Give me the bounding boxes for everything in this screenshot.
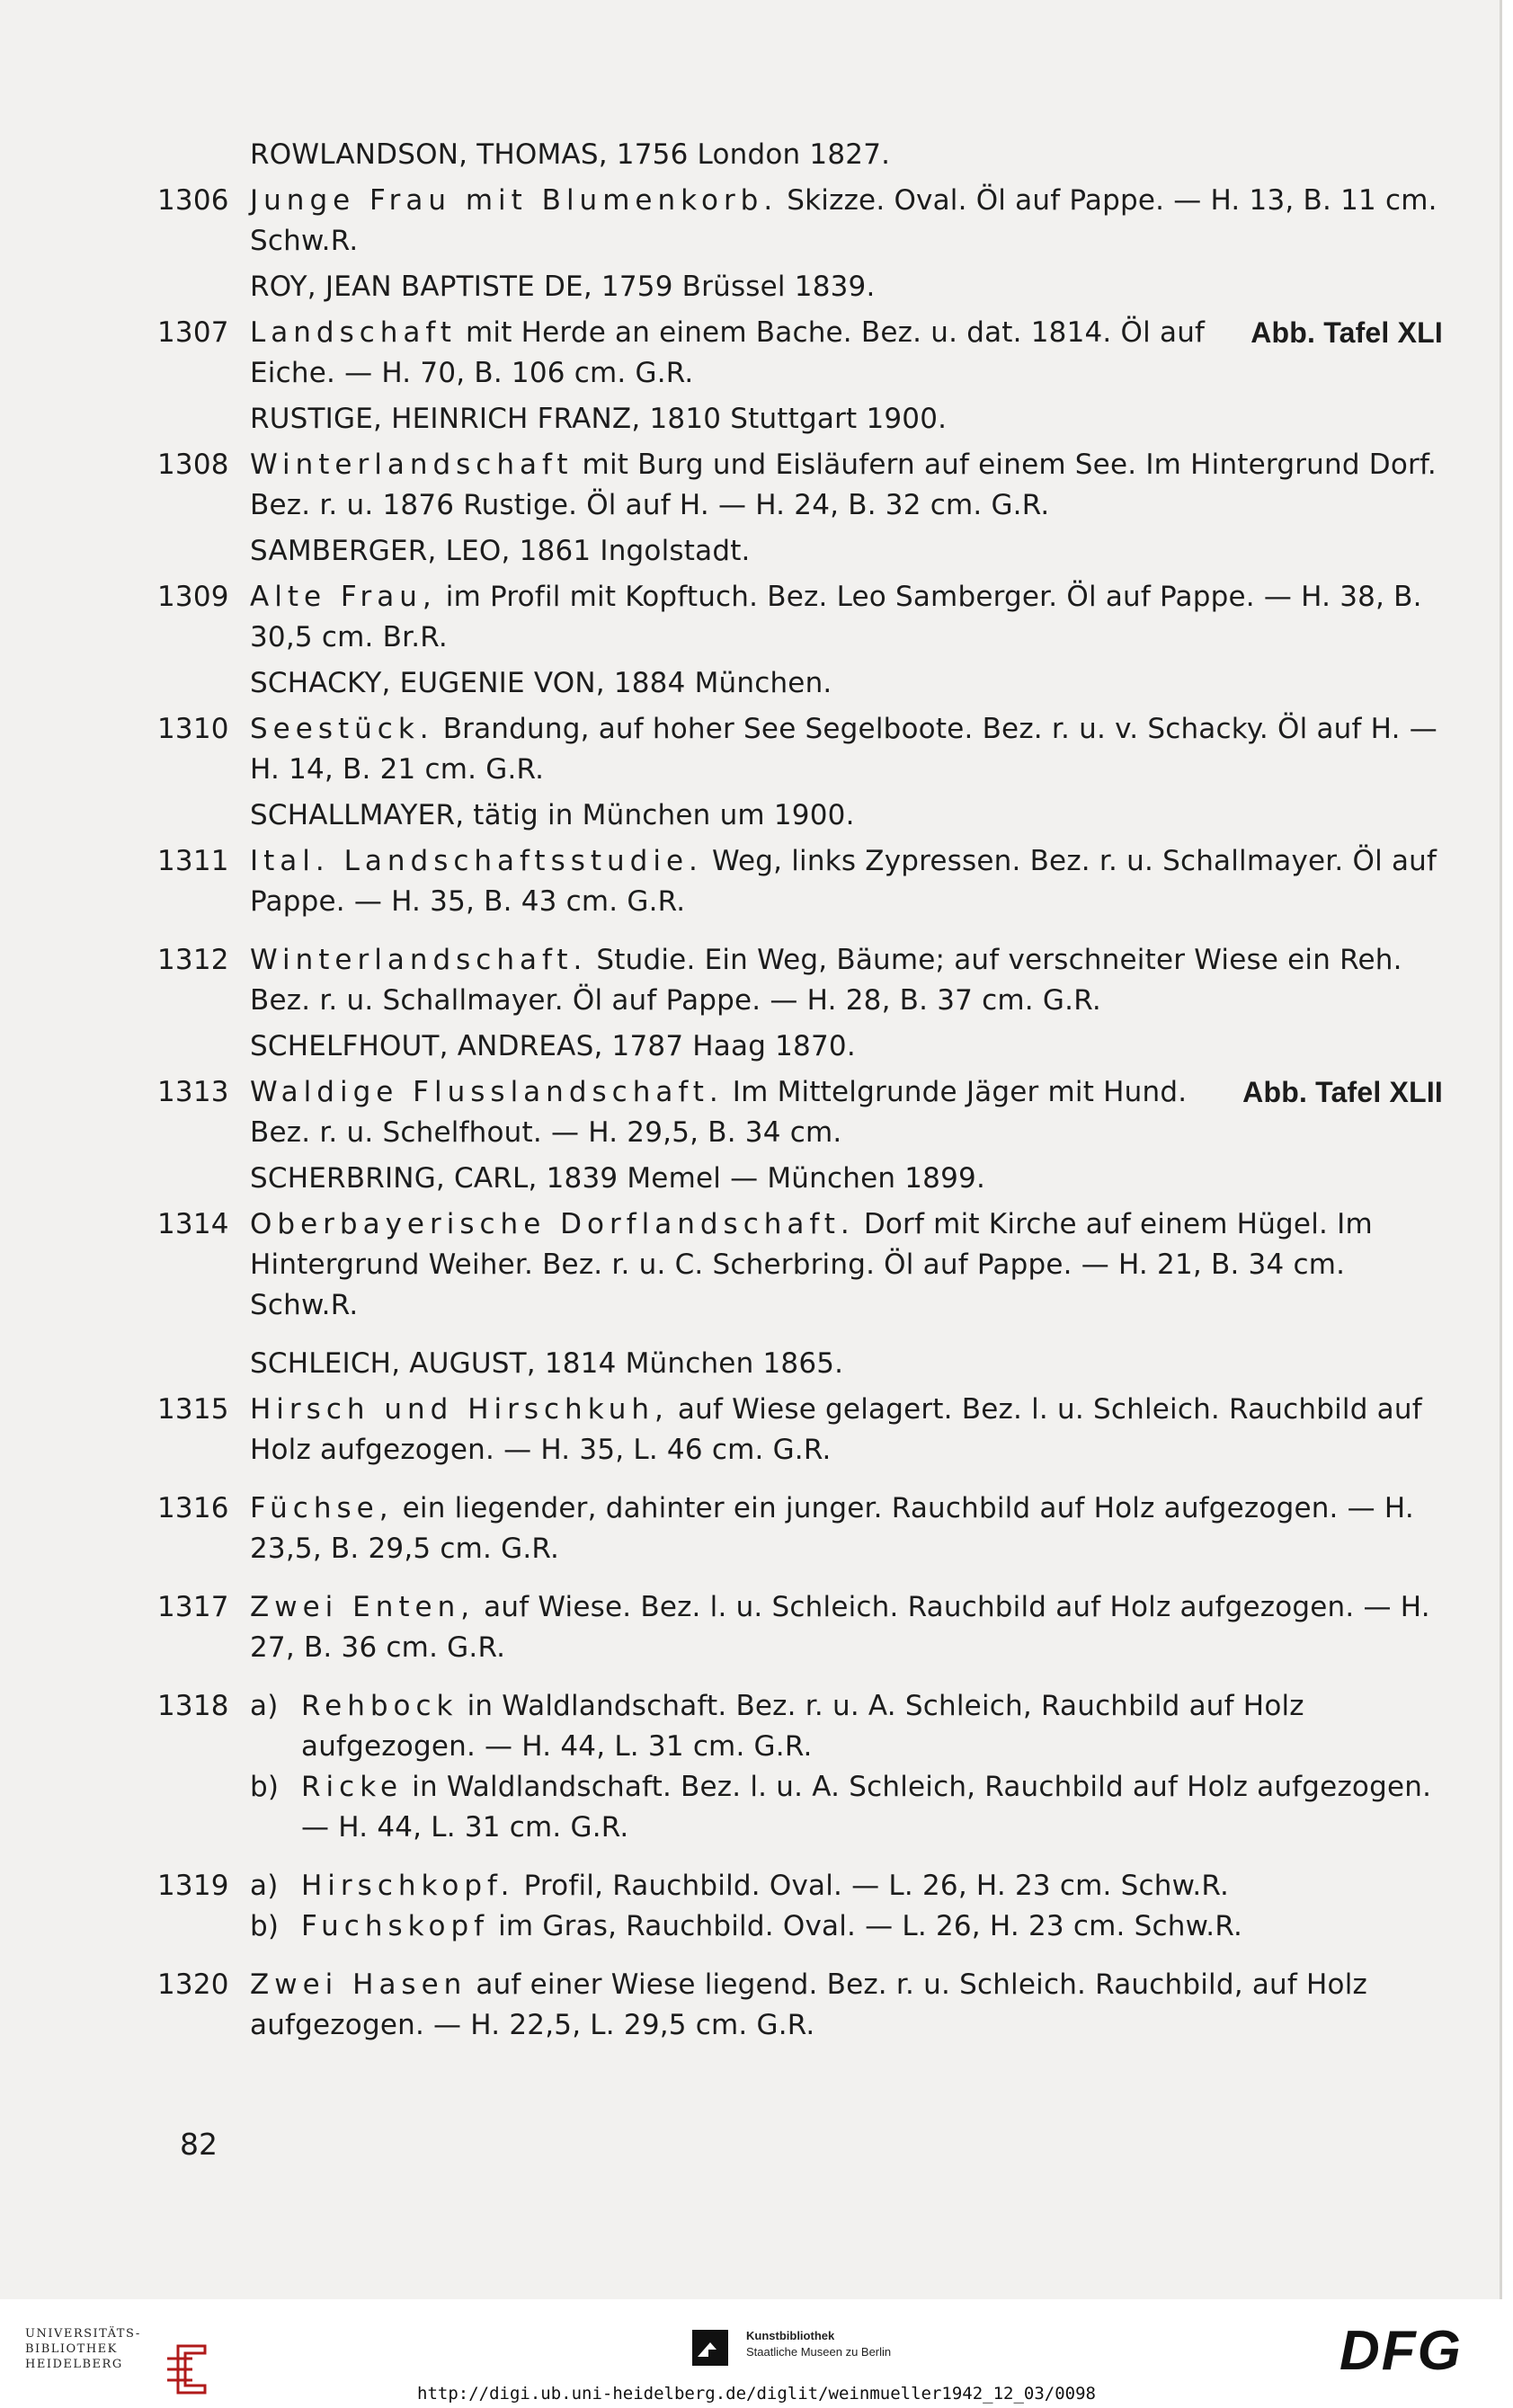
lot-description: mit Burg und Eisläufern auf einem See. Im Hintergrund Dorf. Bez. r. u. 1876 Rustige. Öl auf H. — H. 24, B. 32 cm. G.R.	[250, 449, 1437, 521]
artist-heading: SCHALLMAYER, tätig in München um 1900.	[250, 799, 855, 831]
entry-spacer	[157, 1575, 1443, 1587]
lot-title: Landschaft	[250, 316, 457, 349]
lot-number: 1312	[157, 944, 229, 976]
lot-entry	[157, 181, 1443, 262]
lot-entry	[157, 1488, 1443, 1569]
lot-description: auf einer Wiese liegend. Bez. r. u. Schleich. Rauchbild, auf Holz aufgezogen. — H. 22,5, L. 29,5 cm. G.R.	[250, 1968, 1368, 2041]
sub-lot	[250, 1866, 1443, 1906]
lot-title: Waldige Flusslandschaft.	[250, 1076, 724, 1108]
lot-entry	[157, 1686, 1443, 1848]
entry-spacer	[157, 1674, 1443, 1686]
lot-title: Seestück.	[250, 713, 434, 745]
plate-reference: Abb. Tafel XLII	[1242, 1076, 1443, 1108]
lot-entry	[157, 841, 1443, 922]
lot-entry	[157, 1390, 1443, 1471]
lot-description: Brandung, auf hoher See Segelboote. Bez. r. u. v. Schacky. Öl auf H. — H. 14, B. 21 cm. G.R.	[250, 713, 1437, 786]
lot-entry	[157, 313, 1443, 394]
lot-title: Junge Frau mit Blumenkorb.	[250, 184, 779, 217]
artist-heading: SCHACKY, EUGENIE VON, 1884 München.	[250, 667, 832, 699]
lot-title: Ricke	[301, 1771, 404, 1803]
artist-heading: ROWLANDSON, THOMAS, 1756 London 1827.	[250, 138, 891, 171]
kunstbibliothek-text	[746, 2328, 891, 2360]
lot-description: Dorf mit Kirche auf einem Hügel. Im Hintergrund Weiher. Bez. r. u. C. Scherbring. Öl auf Pappe. — H. 21, B. 34 cm. Schw.R.	[250, 1208, 1373, 1321]
lot-title: Hirsch und Hirschkuh,	[250, 1393, 669, 1426]
lot-entry	[157, 1072, 1443, 1153]
lot-title: Winterlandschaft.	[250, 944, 588, 976]
entry-spacer	[157, 1476, 1443, 1488]
lot-title: Winterlandschaft	[250, 449, 574, 481]
lot-description: Skizze. Oval. Öl auf Pappe. — H. 13, B. 11 cm. Schw.R.	[250, 184, 1437, 257]
lot-entry	[157, 940, 1443, 1021]
page-number: 82	[180, 2127, 218, 2162]
lot-description: auf Wiese gelagert. Bez. l. u. Schleich. Rauchbild auf Holz aufgezogen. — H. 35, L. 46 cm. G.R.	[250, 1393, 1422, 1466]
lot-description: auf Wiese. Bez. l. u. Schleich. Rauchbild auf Holz aufgezogen. — H. 27, B. 36 cm. G.R.	[250, 1591, 1430, 1664]
entry-spacer	[157, 1952, 1443, 1965]
lot-entry	[157, 709, 1443, 790]
lot-number: 1306	[157, 184, 229, 217]
lot-title: Zwei Hasen	[250, 1968, 467, 2001]
lot-description: Im Mittelgrunde Jäger mit Hund. Bez. r. u. Schelfhout. — H. 29,5, B. 34 cm.	[250, 1076, 1188, 1149]
lot-number: 1316	[157, 1492, 229, 1524]
kunstbibliothek-subtitle: Staatliche Museen zu Berlin	[746, 2345, 892, 2359]
artist-heading: RUSTIGE, HEINRICH FRANZ, 1810 Stuttgart 1900.	[250, 403, 948, 435]
lot-entry	[157, 1587, 1443, 1668]
plate-reference: Abb. Tafel XLI	[1250, 316, 1443, 349]
sub-lot	[250, 1686, 1443, 1767]
lot-number: 1311	[157, 845, 229, 877]
lot-entry	[157, 577, 1443, 658]
entry-spacer	[157, 928, 1443, 940]
lot-entry	[157, 1204, 1443, 1326]
lot-description: mit Herde an einem Bache. Bez. u. dat. 1814. Öl auf Eiche. — H. 70, B. 106 cm. G.R.	[250, 316, 1206, 389]
artist-heading: SCHLEICH, AUGUST, 1814 München 1865.	[250, 1347, 844, 1380]
lot-entry	[157, 445, 1443, 526]
permalink-url[interactable]: http://digi.ub.uni-heidelberg.de/diglit/weinmueller1942_12_03/0098	[417, 2384, 1096, 2404]
lot-title: Rehbock	[301, 1690, 458, 1722]
university-line: HEIDELBERG	[25, 2358, 123, 2371]
artist-heading: SAMBERGER, LEO, 1861 Ingolstadt.	[250, 535, 751, 567]
lot-number: 1317	[157, 1591, 229, 1623]
page-footer	[0, 2299, 1513, 2408]
lot-number: 1313	[157, 1076, 229, 1108]
artist-heading: SCHELFHOUT, ANDREAS, 1787 Haag 1870.	[250, 1030, 856, 1062]
kunstbibliothek-emblem-icon	[692, 2330, 728, 2366]
lot-title: Füchse,	[250, 1492, 394, 1524]
lot-description: Studie. Ein Weg, Bäume; auf verschneiter Wiese ein Reh. Bez. r. u. Schallmayer. Öl auf Pappe. — H. 28, B. 37 cm. G.R.	[250, 944, 1402, 1017]
lot-description: im Gras, Rauchbild. Oval. — L. 26, H. 23 cm. Schw.R.	[489, 1910, 1243, 1942]
artist-heading: SCHERBRING, CARL, 1839 Memel — München 1899.	[250, 1162, 986, 1195]
lot-number: 1308	[157, 449, 229, 481]
sub-lot-label: b)	[250, 1910, 280, 1942]
lot-entry	[157, 1965, 1443, 2046]
lot-description: Profil, Rauchbild. Oval. — L. 26, H. 23 cm. Schw.R.	[514, 1870, 1230, 1902]
entry-spacer	[157, 1331, 1443, 1344]
lot-description: ein liegender, dahinter ein junger. Rauchbild auf Holz aufgezogen. — H. 23,5, B. 29,5 cm. G.R.	[250, 1492, 1414, 1565]
lot-description: in Waldlandschaft. Bez. l. u. A. Schleich, Rauchbild auf Holz aufgezogen. — H. 44, L. 31 cm. G.R.	[301, 1771, 1432, 1844]
dfg-logo[interactable]: DFG	[1339, 2320, 1463, 2382]
lot-number: 1320	[157, 1968, 229, 2001]
lot-description: in Waldlandschaft. Bez. r. u. A. Schleich, Rauchbild auf Holz aufgezogen. — H. 44, L. 31 cm. G.R.	[301, 1690, 1304, 1763]
catalog-entries	[157, 135, 1443, 2051]
lot-title: Alte Frau,	[250, 581, 437, 613]
lot-number: 1310	[157, 713, 229, 745]
sub-lot-label: a)	[250, 1870, 279, 1902]
lot-title: Fuchskopf	[301, 1910, 490, 1942]
lot-title: Hirschkopf.	[301, 1870, 515, 1902]
artist-heading: ROY, JEAN BAPTISTE DE, 1759 Brüssel 1839.	[250, 271, 876, 303]
lot-description: im Profil mit Kopftuch. Bez. Leo Samberger. Öl auf Pappe. — H. 38, B. 30,5 cm. Br.R.	[250, 581, 1422, 653]
sub-lot	[250, 1767, 1443, 1848]
entry-spacer	[157, 1853, 1443, 1866]
lot-title: Oberbayerische Dorflandschaft.	[250, 1208, 855, 1240]
lot-number: 1318	[157, 1690, 229, 1722]
lot-title: Zwei Enten,	[250, 1591, 476, 1623]
university-library-logo[interactable]	[25, 2326, 141, 2372]
lot-description: Weg, links Zypressen. Bez. r. u. Schallmayer. Öl auf Pappe. — H. 35, B. 43 cm. G.R.	[250, 845, 1437, 918]
university-line: BIBLIOTHEK	[25, 2342, 118, 2356]
lot-number: 1314	[157, 1208, 229, 1240]
lot-number: 1315	[157, 1393, 229, 1426]
lot-title: Ital. Landschaftsstudie.	[250, 845, 703, 877]
kunstbibliothek-name: Kunstbibliothek	[746, 2329, 835, 2342]
sub-lot-label: b)	[250, 1771, 280, 1803]
sub-lot	[250, 1906, 1443, 1947]
lot-entry	[157, 1866, 1443, 1947]
university-line: UNIVERSITÄTS-	[25, 2327, 141, 2341]
lot-number: 1307	[157, 316, 229, 349]
lot-number: 1319	[157, 1870, 229, 1902]
lot-number: 1309	[157, 581, 229, 613]
sub-lot-label: a)	[250, 1690, 279, 1722]
